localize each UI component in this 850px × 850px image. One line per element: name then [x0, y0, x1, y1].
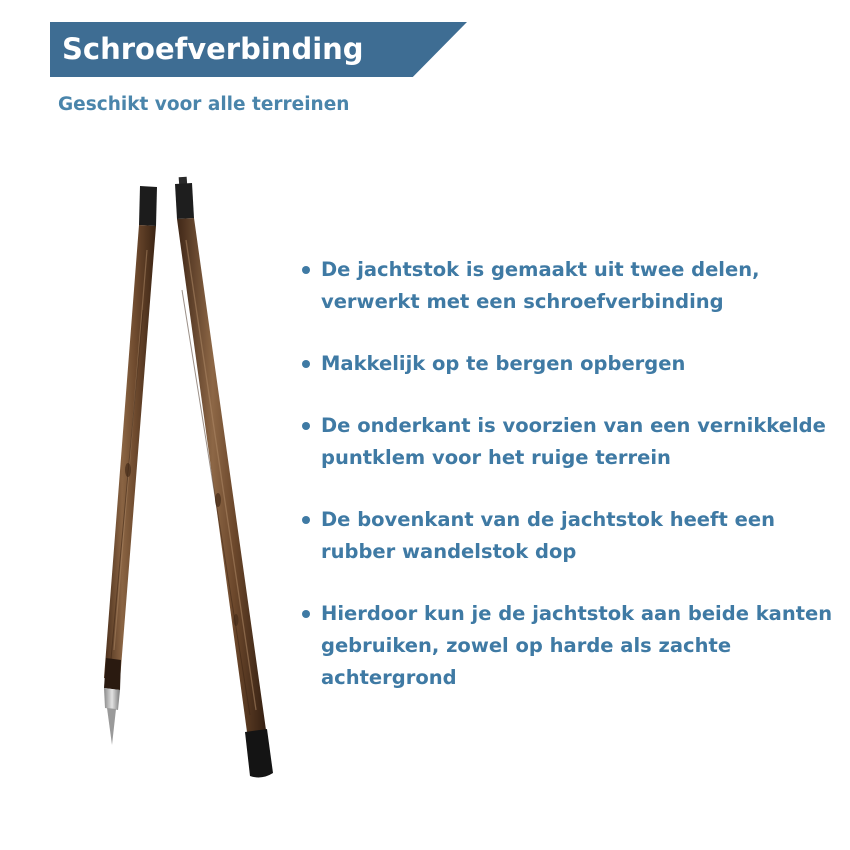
feature-item: [300, 348, 845, 380]
feature-item: [300, 254, 845, 318]
stick-upper-part: [175, 177, 273, 778]
stick-lower-part: [104, 186, 157, 745]
bullet-icon: [302, 516, 310, 524]
walking-stick-two-parts-icon: [90, 170, 290, 790]
feature-text: De jachtstok is gemaakt uit twee delen, verwerkt met een schroefverbinding: [321, 258, 760, 313]
page-title: Schroefverbinding: [62, 32, 364, 66]
feature-item: [300, 504, 845, 568]
page-subtitle: Geschikt voor alle terreinen: [58, 94, 350, 115]
feature-text: Hierdoor kun je de jachtstok aan beide kanten gebruiken, zowel op harde als zachte achtergrond: [321, 602, 833, 689]
bullet-icon: [302, 610, 310, 618]
feature-text: De onderkant is voorzien van een vernikkelde puntklem voor het ruige terrein: [321, 414, 826, 469]
feature-list: [300, 254, 845, 724]
feature-text: De bovenkant van de jachtstok heeft een rubber wandelstok dop: [321, 508, 775, 563]
bullet-icon: [302, 360, 310, 368]
bullet-icon: [302, 422, 310, 430]
feature-item: [300, 410, 845, 474]
feature-text: Makkelijk op te bergen opbergen: [321, 352, 686, 375]
bullet-icon: [302, 266, 310, 274]
feature-item: [300, 598, 845, 694]
